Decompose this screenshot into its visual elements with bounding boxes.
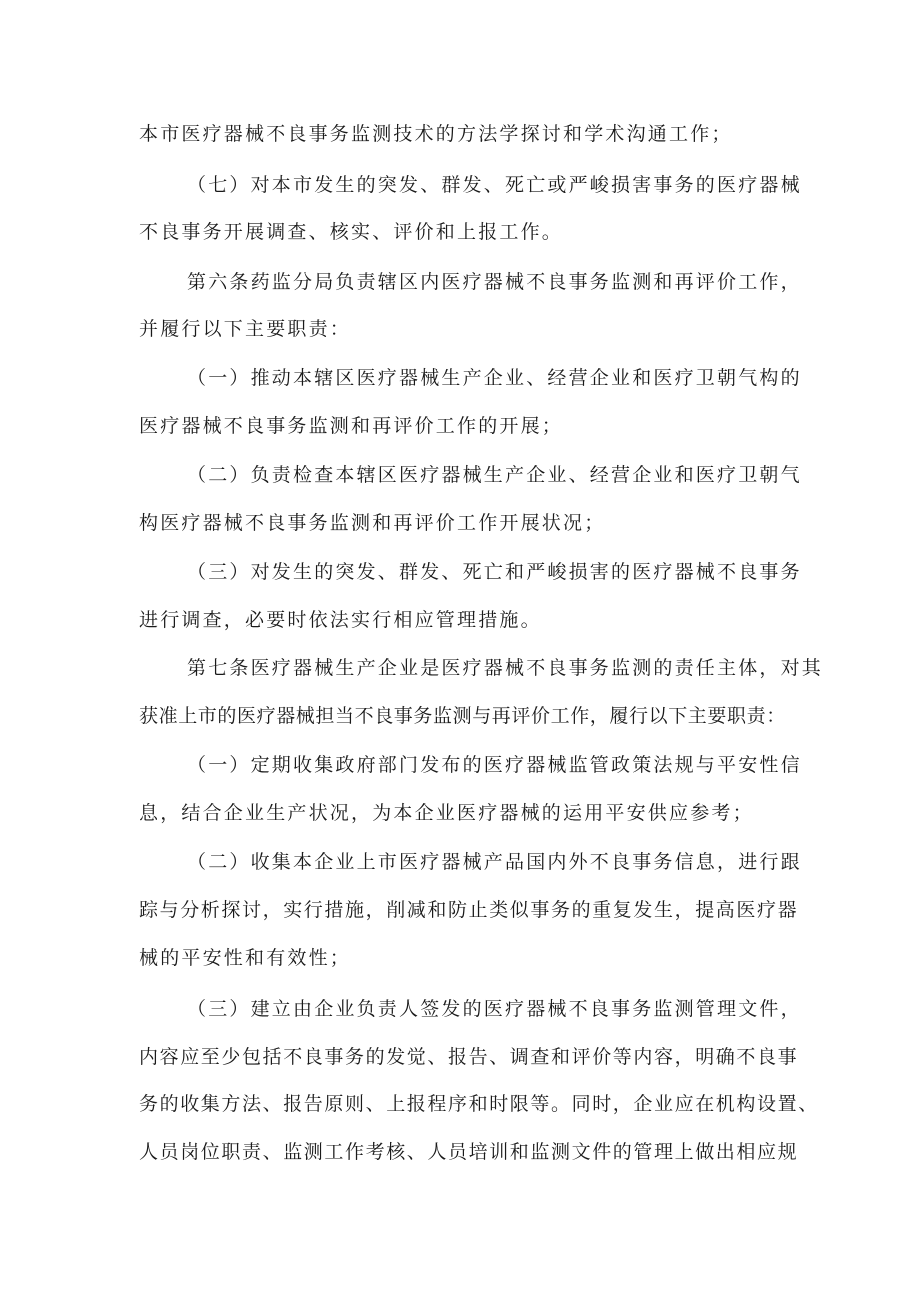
text-line: （二）收集本企业上市医疗器械产品国内外不良事务信息，进行跟: [187, 851, 802, 873]
text-line: 医疗器械不良事务监测和再评价工作的开展；: [139, 415, 564, 437]
text-line: （二）负责检查本辖区医疗器械生产企业、经营企业和医疗卫朝气: [187, 464, 802, 486]
text-line: 踪与分析探讨，实行措施，削减和防止类似事务的重复发生，提高医疗器: [139, 899, 799, 921]
text-line: 人员岗位职责、监测工作考核、人员培训和监测文件的管理上做出相应规: [139, 1141, 799, 1163]
text-line: 本市医疗器械不良事务监测技术的方法学探讨和学术沟通工作；: [139, 123, 733, 145]
text-line: 务的收集方法、报告原则、上报程序和时限等。同时，企业应在机构设置、: [139, 1093, 819, 1115]
text-line: 构医疗器械不良事务监测和再评价工作开展状况；: [139, 512, 606, 534]
text-line: 息，结合企业生产状况，为本企业医疗器械的运用平安供应参考；: [139, 802, 754, 824]
text-line: 并履行以下主要职责：: [139, 318, 352, 340]
text-line: 进行调查，必要时依法实行相应管理措施。: [139, 609, 542, 631]
text-line: 不良事务开展调查、核实、评价和上报工作。: [139, 221, 564, 243]
text-line: （七）对本市发生的突发、群发、死亡或严峻损害事务的医疗器械: [187, 174, 802, 196]
text-line: 第七条医疗器械生产企业是医疗器械不良事务监测的责任主体，对其: [187, 657, 824, 679]
text-line: （一）推动本辖区医疗器械生产企业、经营企业和医疗卫朝气构的: [187, 367, 802, 389]
text-line: （三）建立由企业负责人签发的医疗器械不良事务监测管理文件，: [187, 998, 802, 1020]
text-line: 械的平安性和有效性；: [139, 947, 352, 969]
text-line: 内容应至少包括不良事务的发觉、报告、调查和评价等内容，明确不良事: [139, 1046, 799, 1068]
text-line: 第六条药监分局负责辖区内医疗器械不良事务监测和再评价工作，: [187, 271, 802, 293]
text-line: 获准上市的医疗器械担当不良事务监测与再评价工作，履行以下主要职责：: [139, 705, 786, 727]
text-line: （一）定期收集政府部门发布的医疗器械监管政策法规与平安性信: [187, 754, 802, 776]
text-line: （三）对发生的突发、群发、死亡和严峻损害的医疗器械不良事务: [187, 561, 802, 583]
